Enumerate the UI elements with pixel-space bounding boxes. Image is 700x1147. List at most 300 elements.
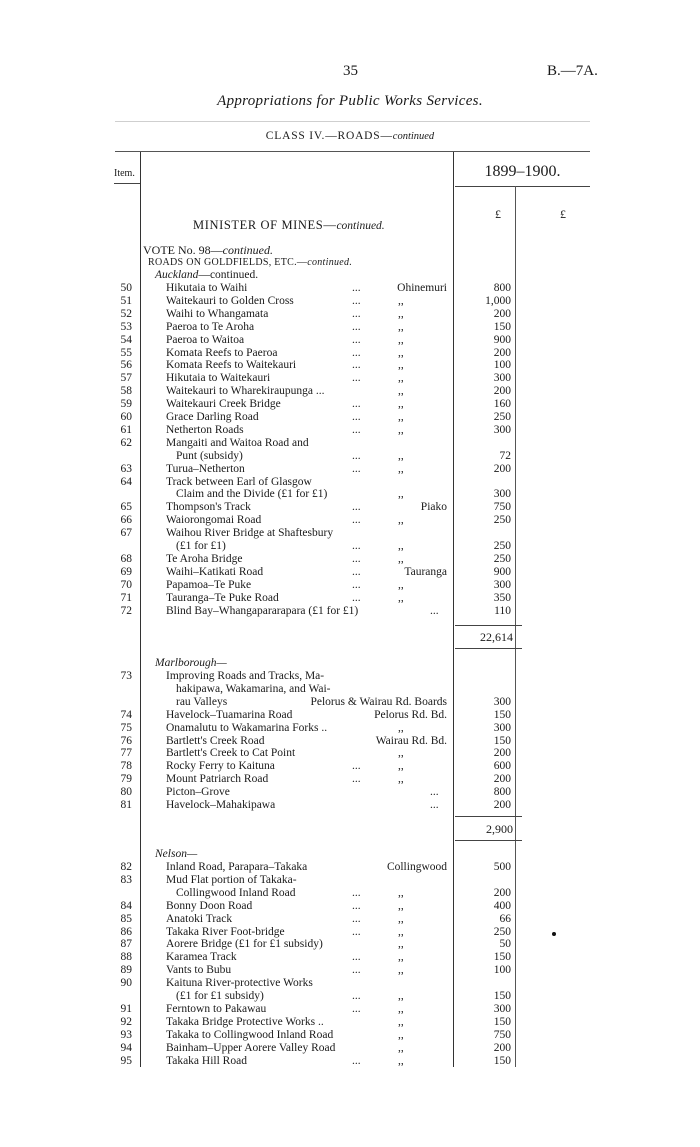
leader-dots: ...	[352, 462, 361, 475]
roads-text: ROADS ON GOLDFIELDS, ETC.—	[148, 257, 308, 268]
leader-dots: ...	[352, 760, 361, 773]
leader-dots: ...	[352, 359, 361, 372]
table-row	[0, 900, 700, 913]
section-heading-minister	[193, 218, 385, 233]
auckland-total: 22,614	[480, 630, 513, 644]
table-row	[0, 347, 700, 360]
leader-dots: ...	[352, 912, 361, 925]
local-body: ,,	[398, 760, 404, 773]
table-row	[0, 786, 700, 799]
amount: 66	[499, 912, 511, 925]
table-row	[0, 861, 700, 874]
item-description-continued: rau Valleys	[176, 695, 228, 708]
item-header-rule	[114, 183, 141, 184]
local-body: ,,	[398, 333, 404, 346]
item-description: Bartlett's Creek to Cat Point	[166, 747, 296, 760]
amount: 900	[493, 565, 511, 578]
local-body: ,,	[398, 886, 404, 899]
table-row	[0, 308, 700, 321]
item-description: Aorere Bridge (£1 for £1 subsidy)	[166, 938, 323, 951]
item-description: Vants to Bubu	[166, 964, 232, 977]
amount: 800	[493, 282, 511, 294]
item-number: 85	[120, 912, 132, 925]
table-row	[0, 592, 700, 605]
item-description: Tauranga–Te Puke Road	[166, 591, 279, 604]
item-number: 90	[120, 977, 132, 990]
amount: 1,000	[485, 294, 511, 307]
table-row	[0, 799, 700, 812]
leader-dots: ...	[352, 346, 361, 359]
table-row	[0, 938, 700, 951]
leader-dots: ...	[352, 990, 361, 1002]
item-description: Blind Bay–Whangapararapara (£1 for £1)	[166, 604, 359, 617]
leader-dots: ...	[352, 565, 361, 578]
item-description: Bartlett's Creek Road	[166, 734, 265, 747]
table-row	[0, 1003, 700, 1016]
local-body: Wairau Rd. Bd.	[375, 734, 447, 747]
item-description: Havelock–Tuamarina Road	[166, 708, 293, 721]
table-row	[0, 683, 700, 696]
table-row	[0, 605, 700, 618]
local-body: ,,	[398, 411, 404, 423]
table-row	[0, 709, 700, 722]
amount: 150	[493, 320, 511, 333]
amount: 200	[493, 307, 511, 320]
table-row	[0, 501, 700, 514]
local-body: ,,	[398, 423, 404, 436]
local-body: ...	[430, 786, 439, 799]
amount: 150	[493, 1054, 511, 1067]
item-description: Waitekauri Creek Bridge	[166, 398, 281, 411]
leader-dots: ...	[352, 591, 361, 604]
ink-speck	[552, 932, 556, 936]
table-top-rule	[115, 151, 590, 152]
item-description: Takaka to Collingwood Inland Road	[166, 1028, 334, 1041]
table-row	[0, 951, 700, 964]
local-body: ,,	[398, 721, 404, 734]
amount: 200	[493, 799, 511, 811]
table-row	[0, 450, 700, 463]
item-number: 86	[120, 925, 132, 938]
table-row	[0, 566, 700, 579]
item-number: 63	[120, 462, 132, 475]
amount: 300	[493, 488, 511, 501]
amount: 750	[493, 1028, 511, 1041]
local-body: Tauranga	[404, 565, 447, 578]
table-row	[0, 990, 700, 1003]
item-number: 89	[120, 964, 132, 977]
local-body: ,,	[398, 307, 404, 320]
year-header-rule	[455, 186, 590, 187]
table-row	[0, 747, 700, 760]
item-description-continued: Claim and the Divide (£1 for £1)	[176, 488, 328, 501]
table-row	[0, 926, 700, 939]
item-number: 78	[120, 760, 132, 773]
leader-dots: ...	[352, 372, 361, 385]
item-description: Improving Roads and Tracks, Ma-	[166, 670, 325, 682]
leader-dots: ...	[352, 294, 361, 307]
amount: 400	[493, 899, 511, 912]
table-row	[0, 540, 700, 553]
local-body: ,,	[398, 488, 404, 501]
amount: 300	[493, 372, 511, 385]
table-row	[0, 579, 700, 592]
local-body: Ohinemuri	[397, 282, 447, 294]
leader-dots: ...	[352, 1002, 361, 1015]
item-number: 57	[120, 372, 132, 385]
item-description: Waiorongomai Road	[166, 514, 262, 527]
item-description: Waitekauri to Golden Cross	[166, 294, 294, 307]
table-row	[0, 527, 700, 540]
local-body: ...	[430, 799, 439, 811]
item-number: 87	[120, 938, 132, 951]
item-number: 64	[120, 475, 132, 488]
item-number: 55	[120, 346, 132, 359]
item-description: Hikutaia to Waitekauri	[166, 372, 271, 385]
item-number: 81	[120, 799, 132, 811]
item-number: 66	[120, 514, 132, 527]
table-row	[0, 424, 700, 437]
item-description: Papamoa–Te Puke	[166, 578, 252, 591]
marlborough-subtotal-rule	[455, 816, 522, 817]
table-row	[0, 874, 700, 887]
table-row	[0, 977, 700, 990]
vote-continued: continued.	[222, 243, 273, 257]
local-body: ,,	[398, 540, 404, 552]
leader-dots: ...	[352, 964, 361, 977]
amount: 50	[499, 938, 511, 951]
table-row	[0, 398, 700, 411]
table-row	[0, 1042, 700, 1055]
item-description-continued: (£1 for £1 subsidy)	[176, 990, 264, 1002]
local-body: ,,	[398, 294, 404, 307]
table-row	[0, 722, 700, 735]
item-column-header: Item.	[114, 168, 135, 179]
item-description: Waitekauri to Wharekiraupunga ...	[166, 385, 325, 398]
leader-dots: ...	[352, 925, 361, 938]
table-row	[0, 385, 700, 398]
item-number: 84	[120, 899, 132, 912]
local-body: ,,	[398, 951, 404, 964]
item-number: 75	[120, 721, 132, 734]
item-number: 51	[120, 294, 132, 307]
item-description: Takaka Bridge Protective Works ..	[166, 1015, 324, 1028]
amount: 500	[493, 861, 511, 873]
local-body: ,,	[398, 514, 404, 527]
item-number: 74	[120, 708, 132, 721]
amount: 200	[493, 747, 511, 760]
item-number: 92	[120, 1015, 132, 1028]
table-row	[0, 463, 700, 476]
minister-text: MINISTER OF MINES—	[193, 218, 337, 232]
marlborough-total-rule	[455, 840, 522, 841]
local-body: ,,	[398, 925, 404, 938]
item-number: 65	[120, 501, 132, 514]
leader-dots: ...	[352, 899, 361, 912]
item-description: Turua–Netherton	[166, 462, 245, 475]
local-body: ...	[430, 604, 439, 617]
local-body: ,,	[398, 385, 404, 398]
table-row	[0, 282, 700, 295]
leader-dots: ...	[352, 411, 361, 423]
local-body: Collingwood	[386, 861, 447, 873]
item-description: Grace Darling Road	[166, 411, 259, 423]
leader-dots: ...	[352, 540, 361, 552]
local-body: ,,	[398, 552, 404, 565]
item-description: Komata Reefs to Paeroa	[166, 346, 278, 359]
item-description: Takaka Hill Road	[166, 1054, 247, 1067]
item-description: Netherton Roads	[166, 423, 244, 436]
leader-dots: ...	[352, 773, 361, 786]
item-number: 59	[120, 398, 132, 411]
item-number: 72	[120, 604, 132, 617]
local-body: ,,	[398, 591, 404, 604]
table-row	[0, 670, 700, 683]
item-number: 61	[120, 423, 132, 436]
amount: 200	[493, 462, 511, 475]
amount: 150	[493, 990, 511, 1002]
local-body: ,,	[398, 773, 404, 786]
table-row	[0, 735, 700, 748]
item-description: Paeroa to Waitoa	[166, 333, 245, 346]
auckland-total-rule	[455, 648, 522, 649]
table-row	[0, 1029, 700, 1042]
minister-continued: continued.	[336, 220, 385, 232]
item-number: 94	[120, 1041, 132, 1054]
table-row	[0, 553, 700, 566]
item-description: Mount Patriarch Road	[166, 773, 269, 786]
local-body: ,,	[398, 1041, 404, 1054]
table-row	[0, 372, 700, 385]
item-description: Picton–Grove	[166, 786, 230, 799]
vote-heading	[143, 243, 273, 258]
document-reference: B.—7A.	[547, 63, 598, 79]
item-description: Karamea Track	[166, 951, 237, 964]
table-row	[0, 913, 700, 926]
leader-dots: ...	[352, 398, 361, 411]
class-title	[0, 130, 700, 142]
page-number: 35	[343, 63, 358, 79]
table-row	[0, 295, 700, 308]
table-row	[0, 334, 700, 347]
table-row	[0, 488, 700, 501]
amount: 110	[494, 604, 511, 617]
marlborough-total: 2,900	[486, 822, 513, 836]
item-number: 60	[120, 411, 132, 423]
item-number: 54	[120, 333, 132, 346]
local-body: ,,	[398, 578, 404, 591]
item-description: Mud Flat portion of Takaka-	[166, 873, 297, 886]
amount: 100	[493, 964, 511, 977]
amount: 800	[493, 786, 511, 799]
item-number: 62	[120, 436, 132, 449]
pound-sign-total: £	[560, 207, 566, 221]
local-body: ,,	[398, 398, 404, 411]
item-number: 70	[120, 578, 132, 591]
amount: 750	[493, 501, 511, 514]
item-number: 52	[120, 307, 132, 320]
amount: 300	[493, 695, 511, 708]
leader-dots: ...	[352, 1054, 361, 1067]
local-body: ,,	[398, 346, 404, 359]
leader-dots: ...	[352, 578, 361, 591]
table-row	[0, 411, 700, 424]
item-description-continued: (£1 for £1)	[176, 540, 226, 552]
leader-dots: ...	[352, 320, 361, 333]
item-description: Paeroa to Te Aroha	[166, 320, 255, 333]
item-number: 58	[120, 385, 132, 398]
item-number: 93	[120, 1028, 132, 1041]
amount: 300	[493, 578, 511, 591]
leader-dots: ...	[352, 552, 361, 565]
table-row	[0, 321, 700, 334]
item-description: Track between Earl of Glasgow	[166, 475, 312, 488]
amount: 250	[493, 540, 511, 552]
item-number: 68	[120, 552, 132, 565]
amount: 150	[493, 1015, 511, 1028]
class-title-text: CLASS IV.—ROADS—	[265, 130, 393, 142]
table-row	[0, 760, 700, 773]
item-description: Bainham–Upper Aorere Valley Road	[166, 1041, 336, 1054]
item-description-continued: hakipawa, Wakamarina, and Wai-	[176, 682, 331, 695]
amount: 250	[493, 411, 511, 423]
leader-dots: ...	[352, 501, 361, 514]
item-number: 50	[120, 282, 132, 294]
local-body: ,,	[398, 359, 404, 372]
item-description-continued: Collingwood Inland Road	[176, 886, 296, 899]
item-description: Te Aroha Bridge	[166, 552, 243, 565]
item-description: Bonny Doon Road	[166, 899, 253, 912]
item-number: 83	[120, 873, 132, 886]
item-description-continued: Punt (subsidy)	[176, 449, 243, 462]
item-description: Komata Reefs to Waitekauri	[166, 359, 297, 372]
amount: 200	[493, 773, 511, 786]
item-number: 95	[120, 1054, 132, 1067]
amount: 150	[493, 708, 511, 721]
amount: 200	[493, 346, 511, 359]
local-body: ,,	[398, 372, 404, 385]
table-row	[0, 476, 700, 489]
local-body: ,,	[398, 912, 404, 925]
amount: 600	[493, 760, 511, 773]
item-description: Kaituna River-protective Works	[166, 977, 313, 990]
region-continued: —continued.	[198, 269, 259, 281]
item-description: Havelock–Mahakipawa	[166, 799, 276, 811]
item-description: Onamalutu to Wakamarina Forks ..	[166, 721, 328, 734]
item-number: 67	[120, 527, 132, 540]
item-number: 76	[120, 734, 132, 747]
item-description: Hikutaia to Waihi	[166, 282, 248, 294]
item-number: 53	[120, 320, 132, 333]
item-description: Inland Road, Parapara–Takaka	[166, 861, 308, 873]
local-body: ,,	[398, 938, 404, 951]
amount: 200	[493, 385, 511, 398]
leader-dots: ...	[352, 307, 361, 320]
local-body: ,,	[398, 1054, 404, 1067]
amount: 350	[493, 591, 511, 604]
local-body: ,,	[398, 747, 404, 760]
leader-dots: ...	[352, 449, 361, 462]
leader-dots: ...	[352, 333, 361, 346]
item-number: 82	[120, 861, 132, 873]
header-rule	[115, 121, 590, 122]
item-description: Anatoki Track	[166, 912, 233, 925]
region-heading-marlborough: Marlborough—	[155, 657, 227, 669]
leader-dots: ...	[352, 423, 361, 436]
amount: 250	[493, 925, 511, 938]
amount: 200	[493, 1041, 511, 1054]
table-row	[0, 359, 700, 372]
amount: 250	[493, 514, 511, 527]
table-row	[0, 1016, 700, 1029]
roads-continued: continued.	[307, 257, 353, 268]
region-heading-nelson: Nelson—	[155, 848, 198, 860]
amount: 300	[493, 1002, 511, 1015]
amount: 300	[493, 423, 511, 436]
local-body: ,,	[398, 462, 404, 475]
table-row	[0, 887, 700, 900]
pound-sign-amount: £	[495, 207, 501, 221]
item-number: 80	[120, 786, 132, 799]
local-body: Piako	[420, 501, 447, 514]
item-number: 71	[120, 591, 132, 604]
local-body: ,,	[398, 990, 404, 1002]
item-description: Thompson's Track	[166, 501, 251, 514]
item-description: Waihou River Bridge at Shaftesbury	[166, 527, 334, 540]
item-number: 56	[120, 359, 132, 372]
local-body: ,,	[398, 1028, 404, 1041]
item-description: Rocky Ferry to Kaituna	[166, 760, 275, 773]
local-body: ,,	[398, 1002, 404, 1015]
amount: 200	[493, 886, 511, 899]
leader-dots: ...	[352, 951, 361, 964]
page-header-title: Appropriations for Public Works Services.	[217, 93, 483, 109]
vote-text: VOTE No. 98—	[143, 243, 223, 257]
local-body: ,,	[398, 964, 404, 977]
table-row	[0, 1055, 700, 1068]
table-row	[0, 437, 700, 450]
local-body: ,,	[398, 449, 404, 462]
item-description: Waihi to Whangamata	[166, 307, 269, 320]
table-row	[0, 773, 700, 786]
leader-dots: ...	[352, 282, 361, 294]
region-name-auckland: Auckland	[155, 269, 199, 281]
leader-dots: ...	[352, 514, 361, 527]
local-body: ,,	[398, 1015, 404, 1028]
amount: 150	[493, 951, 511, 964]
amount: 150	[493, 734, 511, 747]
local-body: ,,	[398, 320, 404, 333]
amount: 72	[499, 449, 511, 462]
roads-heading	[148, 257, 352, 268]
amount: 300	[493, 721, 511, 734]
amount: 100	[493, 359, 511, 372]
item-number: 73	[120, 670, 132, 682]
item-description: Waihi–Katikati Road	[166, 565, 264, 578]
item-description: Mangaiti and Waitoa Road and	[166, 436, 309, 449]
item-description: Takaka River Foot-bridge	[166, 925, 285, 938]
item-description: Ferntown to Pakawau	[166, 1002, 267, 1015]
local-body: Pelorus & Wairau Rd. Boards	[310, 695, 447, 708]
region-heading-auckland	[155, 269, 258, 281]
item-number: 69	[120, 565, 132, 578]
item-number: 88	[120, 951, 132, 964]
leader-dots: ...	[352, 886, 361, 899]
class-title-continued: continued	[392, 131, 435, 142]
local-body: ,,	[398, 899, 404, 912]
local-body: Pelorus Rd. Bd.	[374, 708, 447, 721]
table-row	[0, 514, 700, 527]
